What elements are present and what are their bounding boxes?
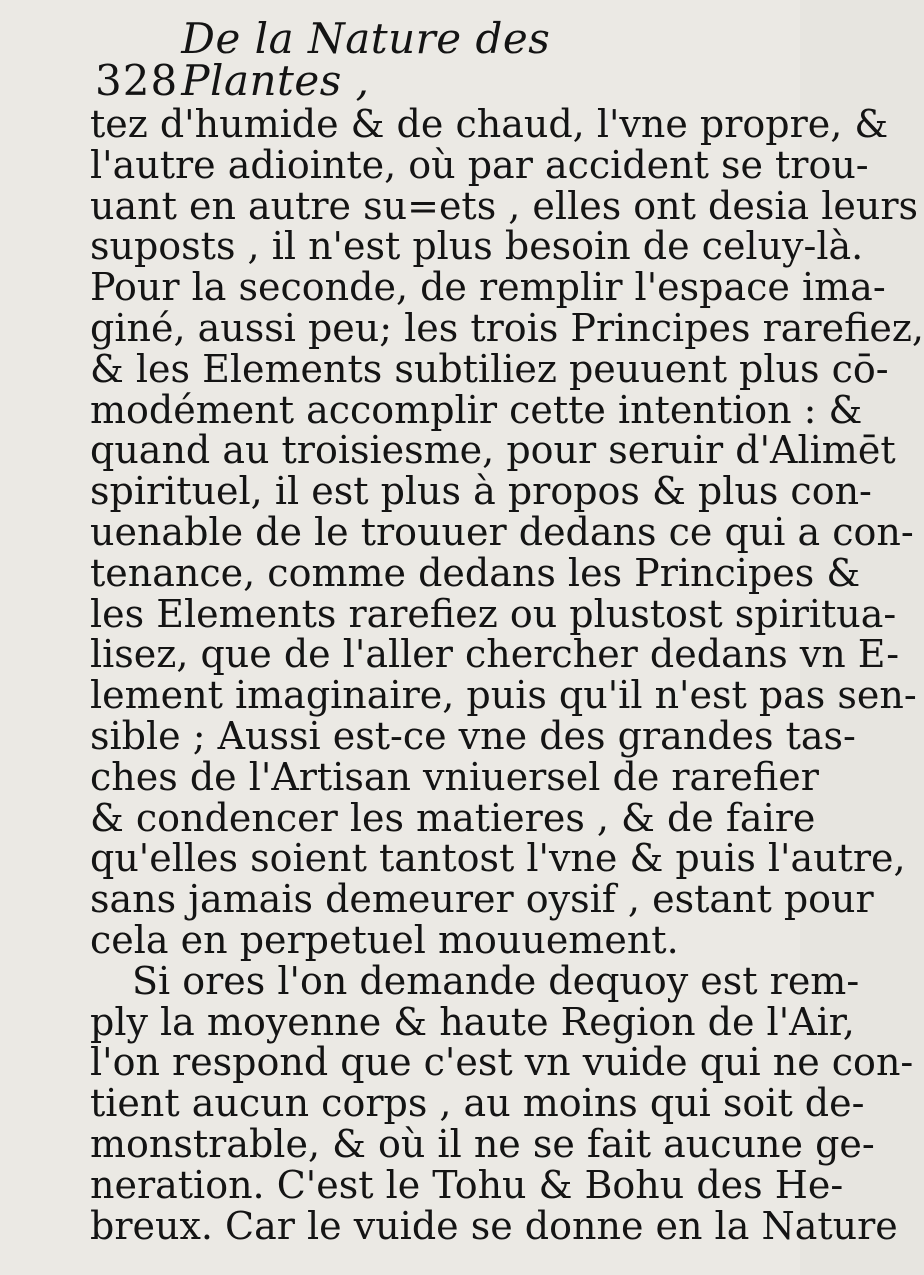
text-line: lisez, que de l'aller chercher dedans vn E- — [90, 632, 900, 677]
text-line: qu'elles soient tantost l'vne & puis l'autre, — [90, 836, 906, 881]
running-title: De la Nature des Plantes , — [181, 14, 551, 105]
text-line: giné, aussi peu; les trois Principes rarefiez, — [90, 305, 924, 350]
text-line: suposts , il n'est plus besoin de celuy-là. — [90, 224, 864, 269]
text-line: l'autre adiointe, où par accident se trou- — [90, 142, 869, 187]
text-line: cela en perpetuel mouuement. — [90, 917, 679, 962]
text-line: breux. Car le vuide se donne en la Nature — [90, 1203, 898, 1248]
text-line: & condencer les matieres , & de faire — [90, 795, 816, 840]
text-line: tenance, comme dedans les Principes & — [90, 550, 861, 595]
text-line: tez d'humide & de chaud, l'vne propre, & — [90, 102, 889, 146]
text-line: Si ores l'on demande dequoy est rem- — [132, 958, 860, 1003]
text-line: modément accomplir cette intention : & — [90, 387, 863, 432]
text-line: les Elements rarefiez ou plustost spiritua- — [90, 591, 897, 636]
page-header — [95, 14, 655, 105]
text-line: Pour la seconde, de remplir l'espace ima- — [90, 265, 886, 310]
text-line: l'on respond que c'est vn vuide qui ne con- — [90, 1040, 914, 1085]
text-line: uant en autre su=ets , elles ont desia leurs — [90, 183, 918, 228]
text-line: lement imaginaire, puis qu'il n'est pas sen- — [90, 673, 917, 718]
text-line: sans jamais demeurer oysif , estant pour — [90, 877, 874, 922]
text-line: neration. C'est le Tohu & Bohu des He- — [90, 1162, 844, 1207]
text-line: monstrable, & où il ne se fait aucune ge- — [90, 1121, 875, 1166]
text-line: uenable de le trouuer dedans ce qui a con- — [90, 509, 914, 554]
page-number: 328 — [95, 56, 179, 105]
text-line: ches de l'Artisan vniuersel de rarefier — [90, 754, 819, 799]
text-line: ply la moyenne & haute Region de l'Air, — [90, 999, 855, 1044]
text-line: & les Elements subtiliez peuuent plus cō- — [90, 346, 889, 391]
text-line: spirituel, il est plus à propos & plus con- — [90, 469, 872, 514]
text-line: sible ; Aussi est-ce vne des grandes tas- — [90, 713, 856, 758]
text-line: quand au troisiesme, pour seruir d'Alimēt — [90, 428, 896, 473]
text-line: tient aucun corps , au moins qui soit de- — [90, 1081, 865, 1126]
body-text — [90, 102, 924, 1248]
